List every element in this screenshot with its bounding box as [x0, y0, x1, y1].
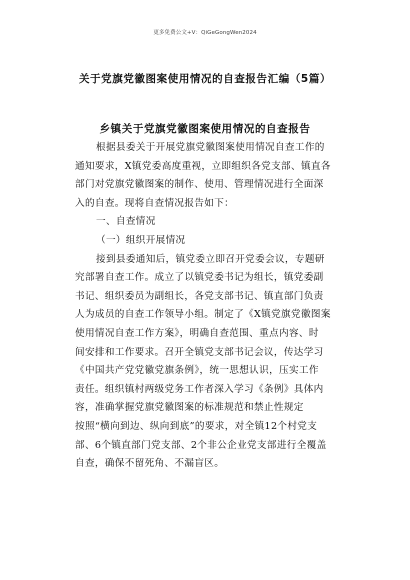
heading-text: 一、自查情况 — [96, 216, 156, 228]
heading-text: （一）组织开展情况 — [96, 234, 186, 246]
text-line: 入的自查。现将自查情况报告如下： — [75, 197, 235, 209]
text-line: 通知要求，X镇党委高度重视，立即组织各党支部、镇直各 — [75, 160, 331, 172]
document-body — [75, 139, 345, 474]
header-note: 更多免费公文+V：QiGeGongWen2024 — [153, 30, 257, 36]
heading-level2 — [75, 232, 345, 251]
text-line: 书记、组织委员为副组长，各党支部书记、镇直部门负责 — [75, 290, 324, 302]
heading-level1 — [75, 213, 345, 232]
document-title: 关于党旗党徽图案使用情况的自查报告汇编（5篇） — [78, 73, 332, 85]
text-line: 人为成员的自查工作领导小组。制定了《X镇党旗党徽图案 — [75, 309, 331, 321]
text-line: 究部署自查工作。成立了以镇党委书记为组长，镇党委副 — [75, 272, 324, 284]
text-line: 间安排和工作要求。召开全镇党支部书记会议，传达学习 — [75, 346, 324, 358]
text-line: 责任。组织镇村两级党务工作者深入学习《条例》具体内 — [75, 383, 324, 395]
paragraph-intro — [75, 139, 345, 213]
text-line: 部门对党旗党徽图案的制作、使用、管理情况进行全面深 — [75, 179, 324, 191]
text-line: 容，准确掌握党旗党徽图案的标准规范和禁止性规定 — [75, 402, 304, 414]
paragraph-organization — [75, 251, 345, 474]
text-line: 根据县委关于开展党旗党徽图案使用情况自查工作的 — [96, 142, 325, 153]
text-line: 接到县委通知后，镇党委立即召开党委会议，专题研 — [96, 253, 325, 265]
section-title: 乡镇关于党旗党徽图案使用情况的自查报告 — [99, 123, 311, 135]
text-line: 使用情况自查工作方案》，明确自查范围、重点内容、时 — [75, 327, 319, 339]
text-line: 部、6个镇直部门党支部、2个非公企业党支部进行全覆盖 — [75, 439, 327, 451]
text-line: 按照“横向到边、纵向到底”的要求，对全镇12个村党支 — [75, 420, 318, 432]
text-line: 自查，确保不留死角、不漏盲区。 — [75, 458, 225, 470]
text-line: 《中国共产党党徽党旗条例》，统一思想认识，压实工作 — [75, 365, 319, 377]
